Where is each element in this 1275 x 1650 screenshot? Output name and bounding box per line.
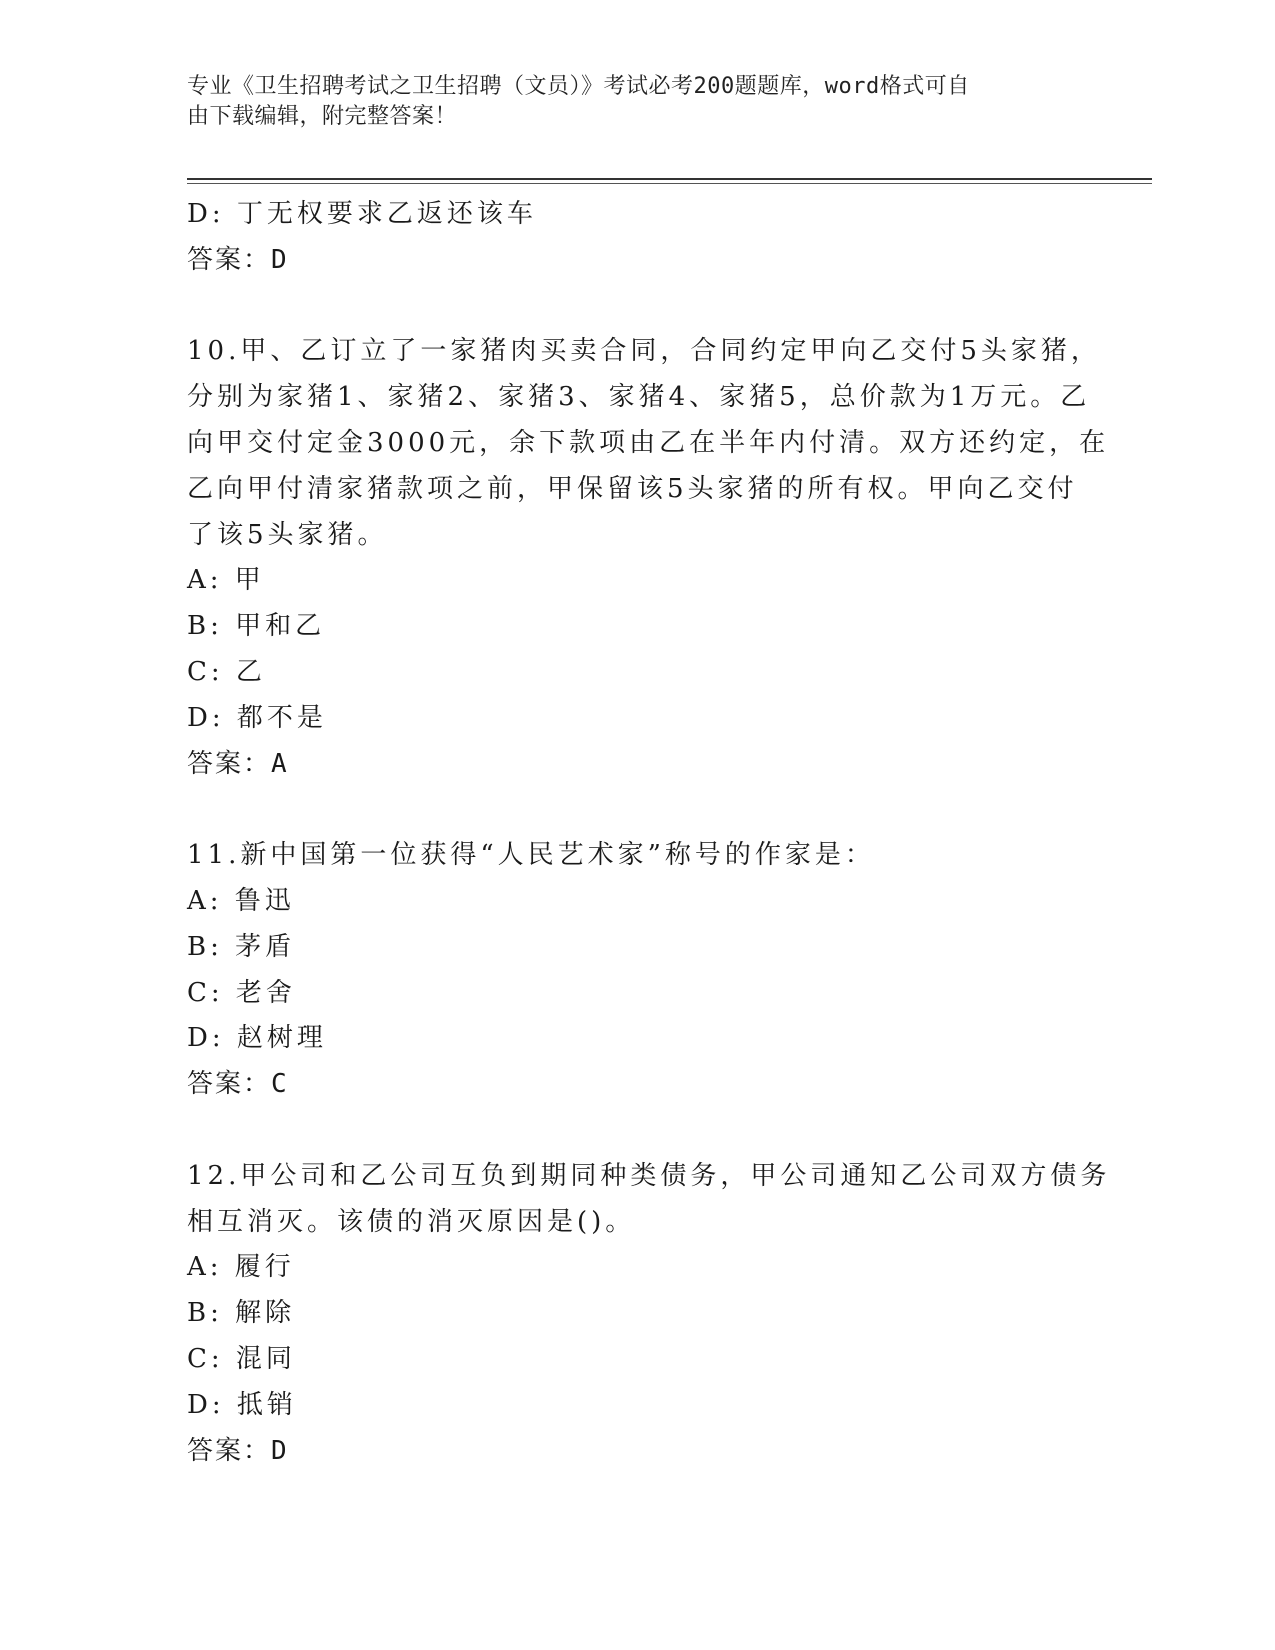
option-c: C: 乙: [187, 656, 266, 687]
question-stem-line: 分别为家猪1、家猪2、家猪3、家猪4、家猪5，总价款为1万元。乙: [187, 382, 1091, 413]
header-line-1: 专业《卫生招聘考试之卫生招聘（文员）》考试必考200题题库，word格式可自: [187, 74, 970, 99]
answer-value: A: [271, 748, 287, 779]
question-11: [187, 833, 1087, 1108]
question-12: [187, 1154, 1111, 1475]
question-stem-line: 乙向甲付清家猪款项之前，甲保留该5头家猪的所有权。甲向乙交付: [187, 473, 1078, 504]
question-stem-line: 11.新中国第一位获得“人民艺术家”称号的作家是：: [187, 840, 875, 871]
answer-value: C: [271, 1069, 287, 1100]
header-rule-thin: [187, 183, 1152, 184]
option-a: A: 甲: [187, 565, 265, 596]
answer-label: 答案：: [187, 748, 272, 779]
answer-value: D: [271, 1435, 287, 1466]
option-c: C: 老舍: [187, 977, 296, 1008]
question-stem-line: 12.甲公司和乙公司互负到期同种类债务，甲公司通知乙公司双方债务: [187, 1160, 1111, 1191]
option-b: B: 甲和乙: [187, 611, 326, 642]
option-d: D: 丁无权要求乙返还该车: [187, 199, 537, 229]
answer-label: 答案：: [187, 244, 272, 275]
option-a: A: 履行: [187, 1252, 295, 1283]
option-b: B: 解除: [187, 1298, 296, 1329]
option-a: A: 鲁迅: [187, 885, 295, 916]
page-header: [187, 72, 1067, 132]
header-rule-thick: [187, 178, 1152, 180]
answer-line: [187, 238, 1087, 284]
header-line-2: 由下载编辑，附完整答案！: [187, 104, 458, 129]
question-stem-line: 10.甲、乙订立了一家猪肉买卖合同，合同约定甲向乙交付5头家猪，: [187, 336, 1101, 367]
spacer: [187, 787, 1087, 833]
option-d: D: 赵树理: [187, 1023, 327, 1054]
question-stem-line: 向甲交付定金3000元，余下款项由乙在半年内付清。双方还约定，在: [187, 427, 1110, 458]
question-stem-line: 了该5头家猪。: [187, 519, 388, 550]
answer-value: D: [271, 244, 287, 275]
option-d: D: 抵销: [187, 1389, 297, 1420]
option-c: C: 混同: [187, 1343, 296, 1374]
question-10: [187, 329, 1110, 787]
option-d: D: 都不是: [187, 702, 327, 733]
answer-line: [187, 742, 1087, 788]
document-body: [187, 192, 1111, 1474]
spacer: [187, 284, 1087, 330]
answer-label: 答案：: [187, 1435, 272, 1466]
question-stem-line: 相互消灭。该债的消灭原因是()。: [187, 1206, 636, 1237]
answer-label: 答案：: [187, 1069, 272, 1100]
answer-line: [187, 1062, 1087, 1108]
answer-line: [187, 1429, 1087, 1475]
spacer: [187, 1108, 1087, 1154]
option-b: B: 茅盾: [187, 931, 296, 962]
